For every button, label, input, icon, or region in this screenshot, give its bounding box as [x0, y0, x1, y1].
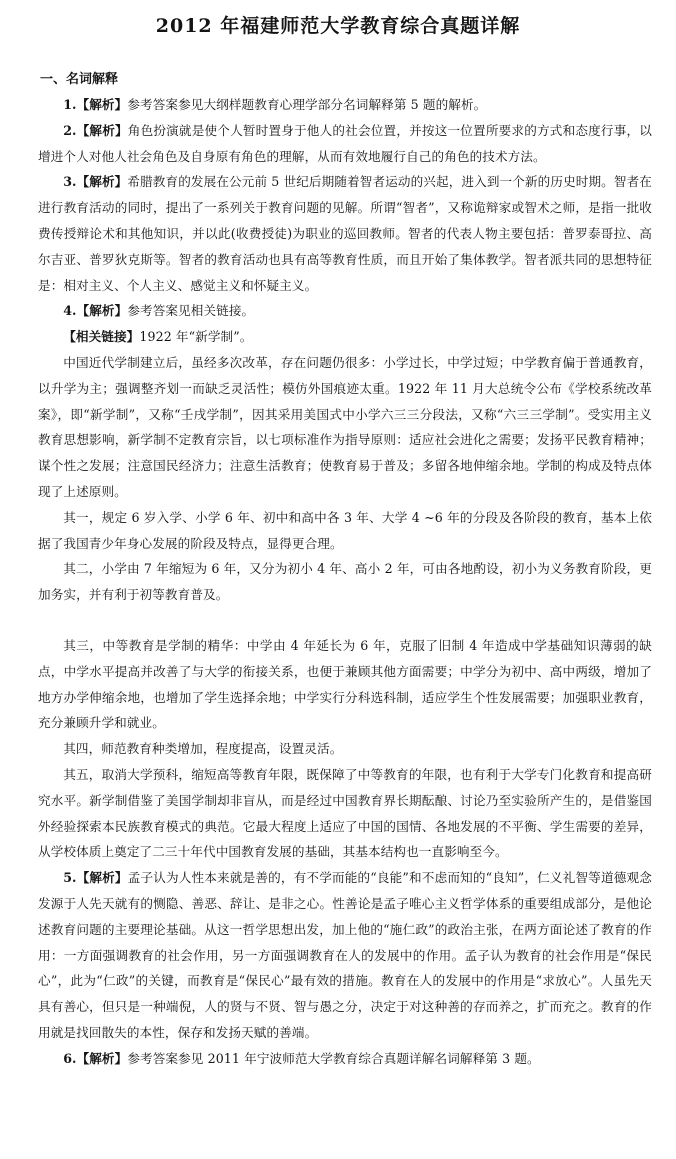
answer-1-tag: 1.【解析】: [63, 97, 128, 112]
answer-6: [38, 1046, 652, 1072]
document-body: [38, 92, 652, 1071]
answer-3: [38, 169, 652, 298]
paragraph-text: 其五，取消大学预科，缩短高等教育年限，既保障了中等教育的年限，也有利于大学专门化教育和提高研究水平。新学制借鉴了美国学制却非盲从，而是经过中国教育界长期酝酿、讨论乃至实验所产生的，是借鉴国外经验探索本民族教育模式的典范。它最大程度上适应了中国的国情、各地发展的不平衡、学生需要的差异，从学校体质上奠定了二三十年代中国教育发展的基础，其基本结构也一直影响至今。: [38, 766, 652, 860]
paragraph-point-4: [38, 736, 652, 762]
answer-1-text: 参考答案参见大纲样题教育心理学部分名词解释第 5 题的解析。: [127, 97, 487, 112]
answer-2-tag: 2.【解析】: [63, 122, 128, 138]
answer-4: [38, 298, 652, 324]
answer-6-text: 参考答案参见 2011 年宁波师范大学教育综合真题详解名词解释第 3 题。: [127, 1050, 540, 1066]
answer-5-text: 孟子认为人性本来就是善的，有不学而能的“良能”和不虑而知的“良知”，仁义礼智等道德观念发源于人先天就有的恻隐、善恶、辞让、是非之心。性善论是孟子唯心主义哲学体系的重要组成部分，是他论述教育问题的主要理论基础。从这一哲学思想出发，加上他的“施仁政”的政治主张，在两方面论述了教育的作用：一方面强调教育的社会作用，另一方面强调教育在人的发展中的作用。孟子认为教育的社会作用是“保民心”，此为“仁政”的关键，而教育是“保民心”最有效的措施。教育在人的发展中的作用是“求放心”。人虽先天具有善心，但只是一种端倪，人的贤与不贤、智与愚之分，决定于对这种善的存而养之，扩而充之。教育的作用就是找回散失的本性，保存和发扬天赋的善端。: [38, 870, 652, 1040]
answer-5-tag: 5.【解析】: [63, 870, 128, 886]
answer-2: [38, 118, 652, 170]
paragraph-point-1: [38, 505, 652, 557]
answer-3-tag: 3.【解析】: [63, 174, 128, 190]
answer-6-tag: 6.【解析】: [63, 1050, 128, 1066]
paragraph-text: 其一，规定 6 岁入学、小学 6 年、初中和高中各 3 年、大学 4 ~6 年的分段及各阶段的教育，基本上依据了我国青少年身心发展的阶段及特点，显得更合理。: [38, 509, 652, 551]
paragraph-text: 其三，中等教育是学制的精华：中学由 4 年延长为 6 年，克服了旧制 4 年造成中学基础知识薄弱的缺点，中学水平提高并改善了与大学的衔接关系，也便于兼顾其他方面需要；中学分为初中、高中两级，增加了地方办学伸缩余地，也增加了学生选择余地；中学实行分科选科制，适应学生个性发展需要；加强职业教育，充分兼顾升学和就业。: [38, 637, 652, 731]
section-heading: 一、名词解释: [40, 72, 119, 87]
related-link: [38, 324, 652, 350]
answer-5: [38, 865, 652, 1046]
answer-1: [38, 92, 652, 118]
answer-4-tag: 4.【解析】: [63, 303, 128, 319]
paragraph-point-3: [38, 633, 652, 736]
paragraph-text: 中国近代学制建立后，虽经多次改革，存在问题仍很多：小学过长，中学过短；中学教育偏于普通教育，以升学为主；强调整齐划一而缺乏灵活性；模仿外国痕迹太重。1922 年 11 月大总统令公布《学校系统改革案》，即“新学制”，又称“壬戌学制”，因其采用美国式中小学六三三分段法，又称“六三三学制”。受实用主义教育思想影响，新学制不定教育宗旨，以七项标准作为指导原则：适应社会进化之需要；发扬平民教育精神；谋个性之发展；注意国民经济力；注意生活教育；使教育易于普及；多留各地伸缩余地。学制的构成及特点体现了上述原则。: [38, 354, 652, 499]
paragraph-text: 其四，师范教育种类增加，程度提高，设置灵活。: [63, 741, 343, 757]
answer-4-text: 参考答案见相关链接。: [127, 303, 255, 319]
paragraph-point-5: [38, 762, 652, 865]
paragraph-new-system-intro: [38, 350, 652, 505]
answer-3-text: 希腊教育的发展在公元前 5 世纪后期随着智者运动的兴起，进入到一个新的历史时期。智者在进行教育活动的同时，提出了一系列关于教育问题的见解。所谓“智者”，又称诡辩家或智术之师，是指一批收费传授辩论术和其他知识，并以此(收费授徒)为职业的巡回教师。智者的代表人物主要包括：普罗泰哥拉、高尔吉亚、普罗狄克斯等。智者的教育活动也具有高等教育性质，而且开始了集体教学。智者派共同的思想特征是：相对主义、个人主义、感觉主义和怀疑主义。: [38, 174, 653, 293]
related-link-tag: 【相关链接】: [63, 329, 140, 345]
paragraph-text: 其二，小学由 7 年缩短为 6 年，又分为初小 4 年、高小 2 年，可由各地酌设，初小为义务教育阶段，更加务实，并有利于初等教育普及。: [38, 561, 652, 603]
answer-2-text: 角色扮演就是使个人暂时置身于他人的社会位置，并按这一位置所要求的方式和态度行事，以增进个人对他人社会角色及自身原有角色的理解，从而有效地履行自己的角色的技术方法。: [38, 122, 652, 164]
page-title: 2012 年福建师范大学教育综合真题详解: [155, 15, 521, 37]
related-link-text: 1922 年“新学制”。: [139, 329, 253, 345]
paragraph-point-2: [38, 556, 652, 608]
